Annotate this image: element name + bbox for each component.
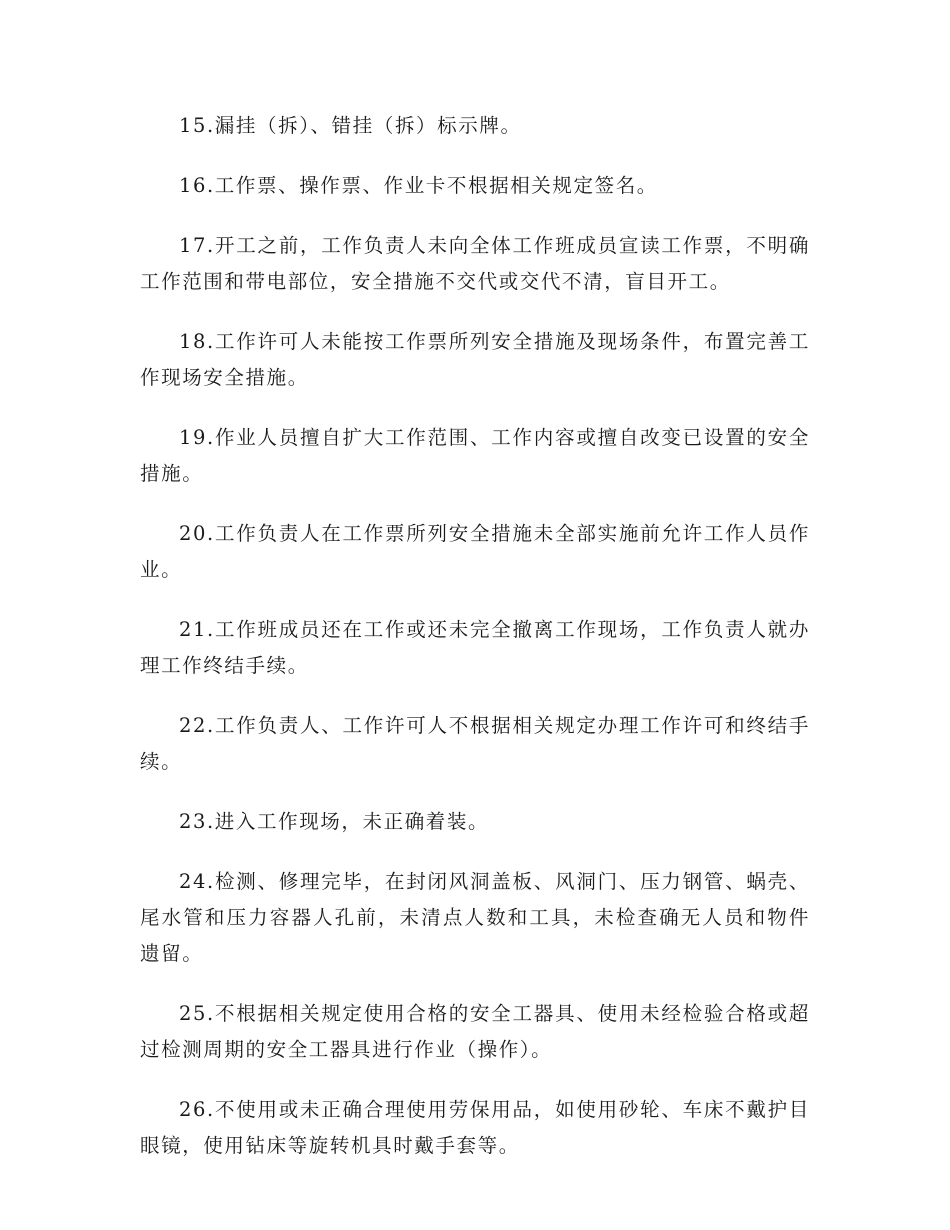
list-item-18: 18.工作许可人未能按工作票所列安全措施及现场条件，布置完善工作现场安全措施。 xyxy=(140,330,810,389)
document-page xyxy=(140,108,810,1188)
list-item-21: 21.工作班成员还在工作或还未完全撤离工作现场，工作负责人就办理工作终结手续。 xyxy=(140,618,810,677)
list-item-20: 20.工作负责人在工作票所列安全措施未全部实施前允许工作人员作业。 xyxy=(140,522,810,581)
list-item-25: 25.不根据相关规定使用合格的安全工器具、使用未经检验合格或超过检测周期的安全工器具进行作业（操作）。 xyxy=(140,1002,810,1061)
list-item-15: 15.漏挂（拆）、错挂（拆）标示牌。 xyxy=(179,114,522,137)
list-item-16: 16.工作票、操作票、作业卡不根据相关规定签名。 xyxy=(179,174,658,197)
list-item-26: 26.不使用或未正确合理使用劳保用品，如使用砂轮、车床不戴护目眼镜，使用钻床等旋转机具时戴手套等。 xyxy=(140,1098,810,1157)
list-item-24: 24.检测、修理完毕，在封闭风洞盖板、风洞门、压力钢管、蜗壳、尾水管和压力容器人孔前，未清点人数和工具，未检查确无人员和物件遗留。 xyxy=(140,870,810,965)
list-item-19: 19.作业人员擅自扩大工作范围、工作内容或擅自改变已设置的安全措施。 xyxy=(140,426,810,485)
list-item-22: 22.工作负责人、工作许可人不根据相关规定办理工作许可和终结手续。 xyxy=(140,714,810,773)
list-item-23: 23.进入工作现场，未正确着装。 xyxy=(179,810,490,833)
list-item-17: 17.开工之前，工作负责人未向全体工作班成员宣读工作票，不明确工作范围和带电部位，安全措施不交代或交代不清，盲目开工。 xyxy=(140,234,810,293)
